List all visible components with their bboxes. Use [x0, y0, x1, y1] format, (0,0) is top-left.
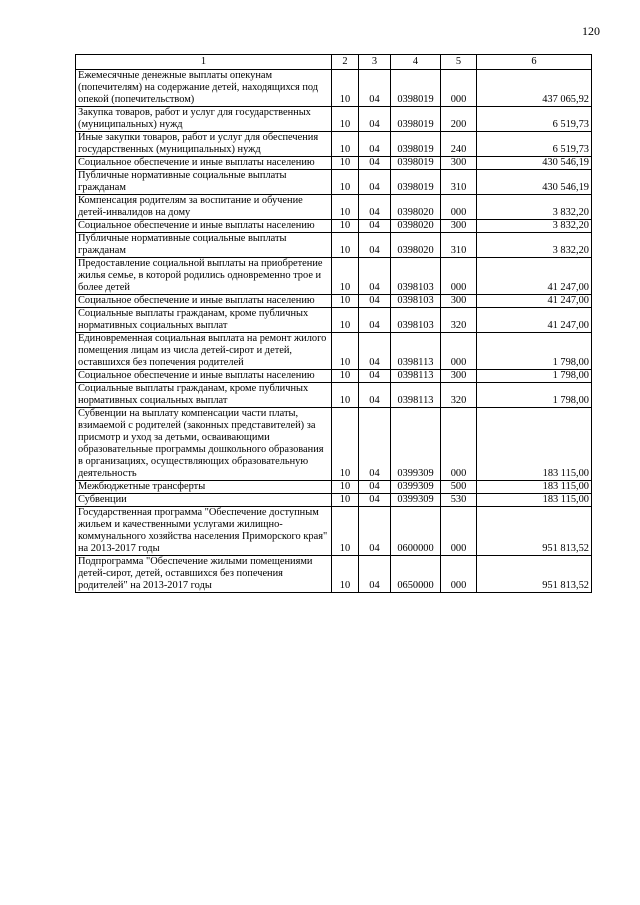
row-amount-cell: 3 832,20: [477, 220, 592, 233]
row-name-cell: Субвенции на выплату компенсации части платы, взимаемой с родителей (законных представителей) за присмотр и уход за детьми, осваивающими образовательные программы дошкольного образования в организациях, осуществляющих образовательную деятельность: [76, 408, 332, 481]
header-col-5: 5: [441, 55, 477, 70]
table-header-row: [76, 55, 592, 70]
row-section-cell: 10: [332, 494, 359, 507]
header-col-3: 3: [359, 55, 391, 70]
row-target-code-cell: 0399309: [391, 481, 441, 494]
table-row: [76, 132, 592, 157]
row-target-code-cell: 0398113: [391, 333, 441, 370]
row-target-code-cell: 0399309: [391, 408, 441, 481]
header-col-2: 2: [332, 55, 359, 70]
row-amount-cell: 41 247,00: [477, 295, 592, 308]
row-amount-cell: 3 832,20: [477, 195, 592, 220]
row-amount-cell: 951 813,52: [477, 556, 592, 593]
row-expense-type-cell: 300: [441, 295, 477, 308]
row-target-code-cell: 0398103: [391, 258, 441, 295]
row-amount-cell: 6 519,73: [477, 107, 592, 132]
table-row: [76, 494, 592, 507]
table-row: [76, 70, 592, 107]
row-section-cell: 10: [332, 295, 359, 308]
row-name-cell: Социальные выплаты гражданам, кроме публичных нормативных социальных выплат: [76, 308, 332, 333]
row-target-code-cell: 0398020: [391, 220, 441, 233]
row-subsection-cell: 04: [359, 383, 391, 408]
row-expense-type-cell: 300: [441, 157, 477, 170]
row-amount-cell: 41 247,00: [477, 308, 592, 333]
table-row: [76, 383, 592, 408]
row-section-cell: 10: [332, 383, 359, 408]
row-expense-type-cell: 200: [441, 107, 477, 132]
table-row: [76, 333, 592, 370]
row-section-cell: 10: [332, 157, 359, 170]
row-section-cell: 10: [332, 308, 359, 333]
row-subsection-cell: 04: [359, 494, 391, 507]
row-target-code-cell: 0398019: [391, 157, 441, 170]
row-expense-type-cell: 000: [441, 408, 477, 481]
row-section-cell: 10: [332, 481, 359, 494]
row-section-cell: 10: [332, 233, 359, 258]
row-target-code-cell: 0398019: [391, 107, 441, 132]
header-col-1: 1: [76, 55, 332, 70]
row-section-cell: 10: [332, 370, 359, 383]
row-subsection-cell: 04: [359, 370, 391, 383]
row-name-cell: Социальное обеспечение и иные выплаты населению: [76, 220, 332, 233]
row-subsection-cell: 04: [359, 70, 391, 107]
row-amount-cell: 183 115,00: [477, 481, 592, 494]
row-amount-cell: 3 832,20: [477, 233, 592, 258]
table-row: [76, 258, 592, 295]
row-section-cell: 10: [332, 556, 359, 593]
row-target-code-cell: 0398020: [391, 195, 441, 220]
row-expense-type-cell: 310: [441, 233, 477, 258]
row-section-cell: 10: [332, 408, 359, 481]
row-target-code-cell: 0600000: [391, 507, 441, 556]
row-section-cell: 10: [332, 195, 359, 220]
row-section-cell: 10: [332, 333, 359, 370]
row-target-code-cell: 0398103: [391, 308, 441, 333]
row-expense-type-cell: 000: [441, 507, 477, 556]
table-row: [76, 370, 592, 383]
row-subsection-cell: 04: [359, 195, 391, 220]
row-expense-type-cell: 300: [441, 220, 477, 233]
row-amount-cell: 183 115,00: [477, 494, 592, 507]
row-target-code-cell: 0398020: [391, 233, 441, 258]
row-expense-type-cell: 320: [441, 308, 477, 333]
table-row: [76, 170, 592, 195]
row-target-code-cell: 0399309: [391, 494, 441, 507]
table-row: [76, 507, 592, 556]
row-section-cell: 10: [332, 258, 359, 295]
row-expense-type-cell: 000: [441, 333, 477, 370]
table-row: [76, 556, 592, 593]
row-name-cell: Ежемесячные денежные выплаты опекунам (попечителям) на содержание детей, находящихся под опекой (попечительством): [76, 70, 332, 107]
row-name-cell: Субвенции: [76, 494, 332, 507]
row-subsection-cell: 04: [359, 556, 391, 593]
row-expense-type-cell: 240: [441, 132, 477, 157]
row-name-cell: Государственная программа "Обеспечение доступным жильем и качественными услугами жилищно-коммунального хозяйства населения Приморского края" на 2013-2017 годы: [76, 507, 332, 556]
row-subsection-cell: 04: [359, 132, 391, 157]
row-subsection-cell: 04: [359, 507, 391, 556]
row-name-cell: Социальное обеспечение и иные выплаты населению: [76, 295, 332, 308]
table-row: [76, 107, 592, 132]
row-section-cell: 10: [332, 170, 359, 195]
row-name-cell: Предоставление социальной выплаты на приобретение жилья семье, в которой родились одновременно трое и более детей: [76, 258, 332, 295]
row-amount-cell: 951 813,52: [477, 507, 592, 556]
table-body: [76, 70, 592, 593]
row-subsection-cell: 04: [359, 233, 391, 258]
row-expense-type-cell: 000: [441, 195, 477, 220]
row-amount-cell: 437 065,92: [477, 70, 592, 107]
table-row: [76, 408, 592, 481]
table-row: [76, 481, 592, 494]
row-expense-type-cell: 000: [441, 556, 477, 593]
row-name-cell: Подпрограмма "Обеспечение жилыми помещениями детей-сирот, детей, оставшихся без попечения родителей" на 2013-2017 годы: [76, 556, 332, 593]
table-row: [76, 157, 592, 170]
row-subsection-cell: 04: [359, 170, 391, 195]
row-section-cell: 10: [332, 220, 359, 233]
page-number: 120: [582, 24, 600, 38]
table-row: [76, 295, 592, 308]
row-section-cell: 10: [332, 507, 359, 556]
row-section-cell: 10: [332, 70, 359, 107]
budget-table: [75, 54, 592, 593]
row-expense-type-cell: 320: [441, 383, 477, 408]
row-name-cell: Публичные нормативные социальные выплаты гражданам: [76, 170, 332, 195]
row-expense-type-cell: 500: [441, 481, 477, 494]
row-subsection-cell: 04: [359, 408, 391, 481]
row-target-code-cell: 0398019: [391, 70, 441, 107]
row-amount-cell: 41 247,00: [477, 258, 592, 295]
row-subsection-cell: 04: [359, 481, 391, 494]
row-expense-type-cell: 000: [441, 258, 477, 295]
table-row: [76, 308, 592, 333]
row-section-cell: 10: [332, 132, 359, 157]
row-expense-type-cell: 300: [441, 370, 477, 383]
row-name-cell: Публичные нормативные социальные выплаты гражданам: [76, 233, 332, 258]
row-name-cell: Социальное обеспечение и иные выплаты населению: [76, 370, 332, 383]
row-name-cell: Компенсация родителям за воспитание и обучение детей-инвалидов на дому: [76, 195, 332, 220]
row-target-code-cell: 0398019: [391, 170, 441, 195]
row-name-cell: Межбюджетные трансферты: [76, 481, 332, 494]
row-expense-type-cell: 310: [441, 170, 477, 195]
row-name-cell: Социальное обеспечение и иные выплаты населению: [76, 157, 332, 170]
row-target-code-cell: 0398019: [391, 132, 441, 157]
row-subsection-cell: 04: [359, 107, 391, 132]
row-amount-cell: 6 519,73: [477, 132, 592, 157]
row-expense-type-cell: 000: [441, 70, 477, 107]
row-amount-cell: 1 798,00: [477, 370, 592, 383]
row-name-cell: Иные закупки товаров, работ и услуг для обеспечения государственных (муниципальных) нужд: [76, 132, 332, 157]
row-subsection-cell: 04: [359, 258, 391, 295]
row-amount-cell: 1 798,00: [477, 383, 592, 408]
row-amount-cell: 1 798,00: [477, 333, 592, 370]
row-subsection-cell: 04: [359, 308, 391, 333]
header-col-6: 6: [477, 55, 592, 70]
row-subsection-cell: 04: [359, 157, 391, 170]
row-name-cell: Социальные выплаты гражданам, кроме публичных нормативных социальных выплат: [76, 383, 332, 408]
row-subsection-cell: 04: [359, 220, 391, 233]
row-amount-cell: 430 546,19: [477, 157, 592, 170]
row-name-cell: Закупка товаров, работ и услуг для государственных (муниципальных) нужд: [76, 107, 332, 132]
row-subsection-cell: 04: [359, 333, 391, 370]
row-section-cell: 10: [332, 107, 359, 132]
header-col-4: 4: [391, 55, 441, 70]
row-target-code-cell: 0398103: [391, 295, 441, 308]
row-subsection-cell: 04: [359, 295, 391, 308]
row-name-cell: Единовременная социальная выплата на ремонт жилого помещения лицам из числа детей-сирот и детей, оставшихся без попечения родителей: [76, 333, 332, 370]
row-expense-type-cell: 530: [441, 494, 477, 507]
row-amount-cell: 430 546,19: [477, 170, 592, 195]
table-row: [76, 220, 592, 233]
row-amount-cell: 183 115,00: [477, 408, 592, 481]
row-target-code-cell: 0650000: [391, 556, 441, 593]
table-row: [76, 233, 592, 258]
row-target-code-cell: 0398113: [391, 370, 441, 383]
row-target-code-cell: 0398113: [391, 383, 441, 408]
table-row: [76, 195, 592, 220]
